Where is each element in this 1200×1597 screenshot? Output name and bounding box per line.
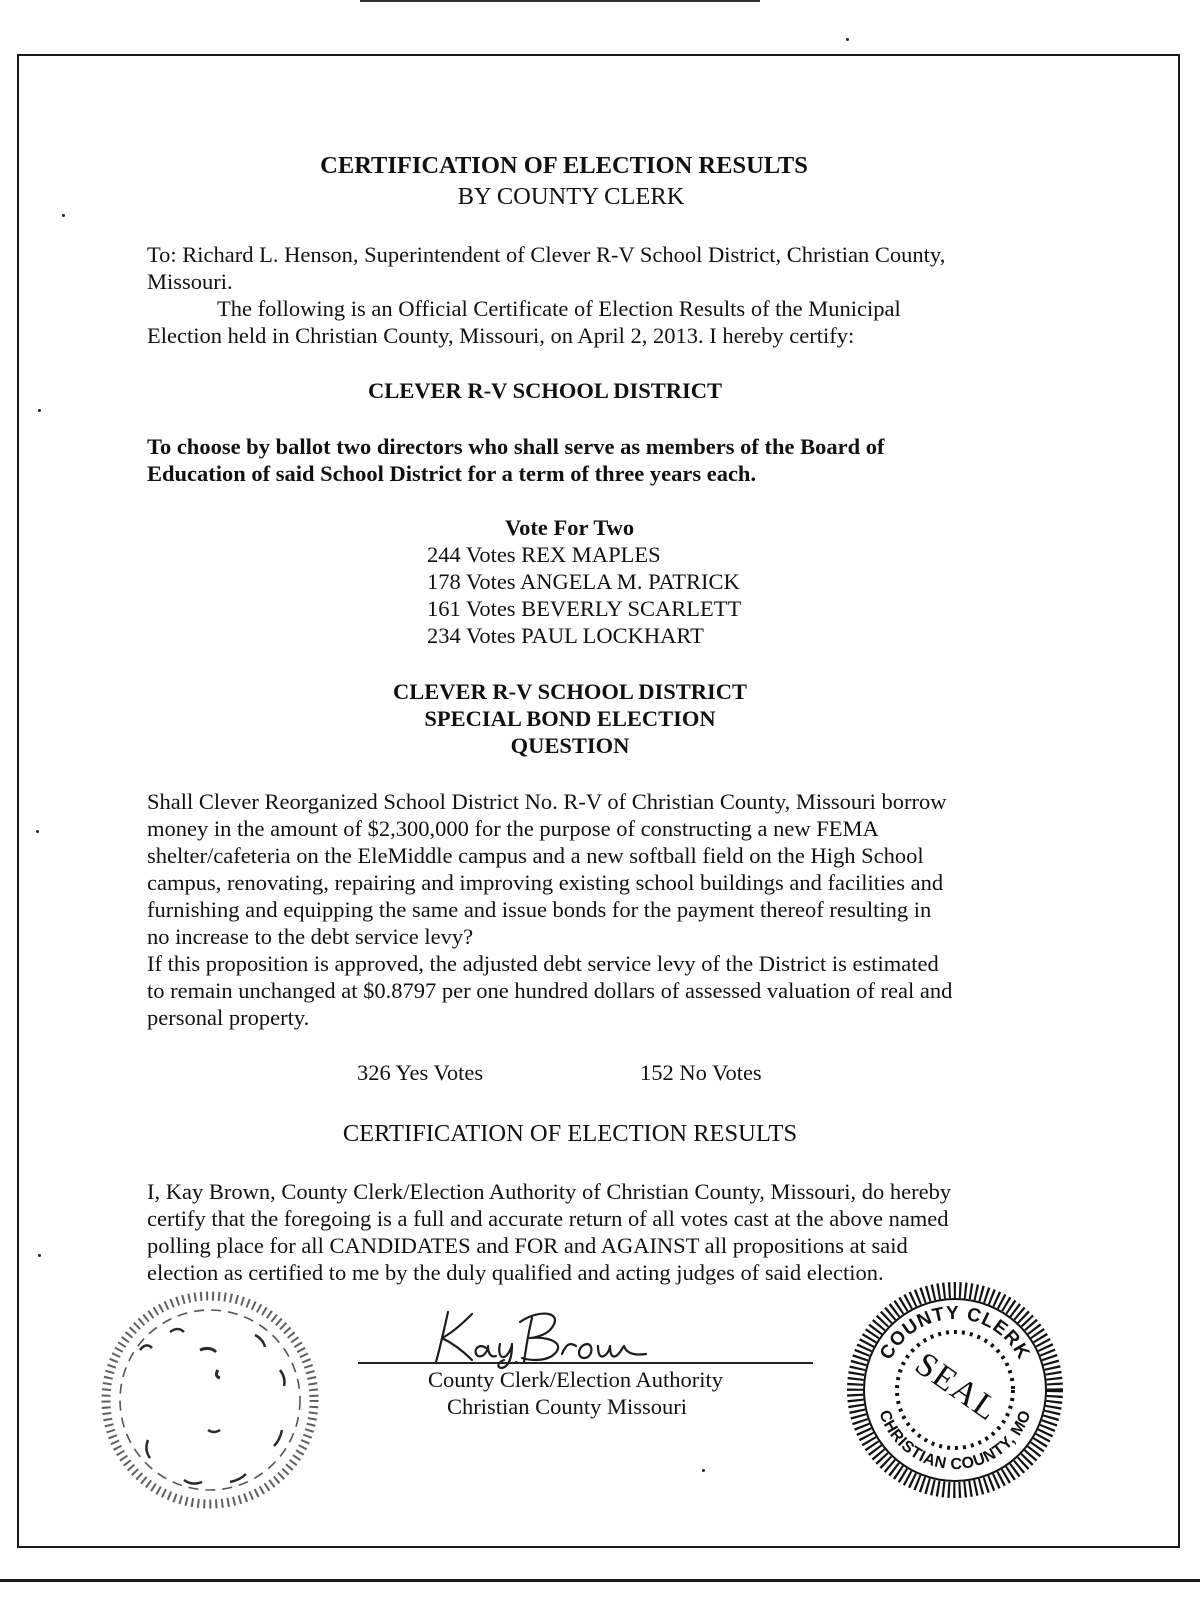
addressee-line: To: Richard L. Henson, Superintendent of Clever R-V School District, Christian County, [147,242,946,267]
intro-paragraph-line: Election held in Christian County, Missouri, on April 2, 2013. I hereby certify: [147,323,855,348]
district-heading: CLEVER R-V SCHOOL DISTRICT [367,378,723,403]
scan-speck [702,1469,705,1472]
bond-question-line: money in the amount of $2,300,000 for the purpose of constructing a new FEMA [147,816,879,841]
intro-paragraph-line: The following is an Official Certificate of Election Results of the Municipal [217,296,901,321]
county-clerk-seal-icon [840,1275,1070,1505]
bond-question-line: furnishing and equipping the same and issue bonds for the payment thereof resulting in [147,897,932,922]
candidate-result: 234 Votes PAUL LOCKHART [427,623,704,648]
yes-votes: 326 Yes Votes [357,1060,484,1085]
bond-question-line: shelter/cafeteria on the EleMiddle campus and a new softball field on the High School [147,843,924,868]
bond-question-line: to remain unchanged at $0.8797 per one hundred dollars of assessed valuation of real and [147,978,953,1003]
scan-speck [38,409,41,412]
bond-question-line: no increase to the debt service levy? [147,924,474,949]
scan-speck [38,1254,41,1257]
scan-top-mark [360,0,760,2]
certification-line: election as certified to me by the duly qualified and acting judges of said election. [147,1260,884,1285]
signer-title: County Clerk/Election Authority [428,1367,723,1392]
bond-question-line: campus, renovating, repairing and improving existing school buildings and facilities and [147,870,944,895]
candidate-result: 161 Votes BEVERLY SCARLETT [427,596,742,621]
bond-question-line: If this proposition is approved, the adjusted debt service levy of the District is estimated [147,951,939,976]
signer-county: Christian County Missouri [447,1394,688,1419]
seal-bottom-text: CHRISTIAN COUNTY, MO [875,1407,1035,1474]
bond-question-line: personal property. [147,1005,310,1030]
document-subtitle: BY COUNTY CLERK [457,183,685,210]
signature-line [358,1362,813,1364]
candidate-result: 178 Votes ANGELA M. PATRICK [427,569,740,594]
bond-question-heading: QUESTION [510,733,630,758]
election-purpose-line: To choose by ballot two directors who shall serve as members of the Board of [147,434,885,459]
election-purpose-line: Education of said School District for a term of three years each. [147,461,757,486]
handwritten-signature [420,1300,660,1370]
scan-speck [846,38,849,41]
addressee-line: Missouri. [147,269,233,294]
no-votes: 152 No Votes [640,1060,762,1085]
vote-for-two-heading: Vote For Two [505,515,635,540]
seal-center-text: SEAL [908,1345,1006,1429]
seal-top-text: COUNTY CLERK [876,1302,1034,1364]
scan-speck [62,214,65,217]
document-title: CERTIFICATION OF ELECTION RESULTS [320,152,808,179]
embossed-seal-icon [80,1280,340,1520]
certification-line: polling place for all CANDIDATES and FOR and AGAINST all propositions at said [147,1233,908,1258]
scan-speck [36,830,39,833]
bond-district-heading: CLEVER R-V SCHOOL DISTRICT [392,679,748,704]
certification-heading: CERTIFICATION OF ELECTION RESULTS [342,1120,798,1147]
certification-line: certify that the foregoing is a full and accurate return of all votes cast at the above named [147,1206,949,1231]
certification-line: I, Kay Brown, County Clerk/Election Authority of Christian County, Missouri, do hereby [147,1179,952,1204]
bond-question-line: Shall Clever Reorganized School District No. R-V of Christian County, Missouri borrow [147,789,947,814]
scan-bottom-rule [0,1579,1200,1582]
bond-election-heading: SPECIAL BOND ELECTION [424,706,716,731]
candidate-result: 244 Votes REX MAPLES [427,542,661,567]
